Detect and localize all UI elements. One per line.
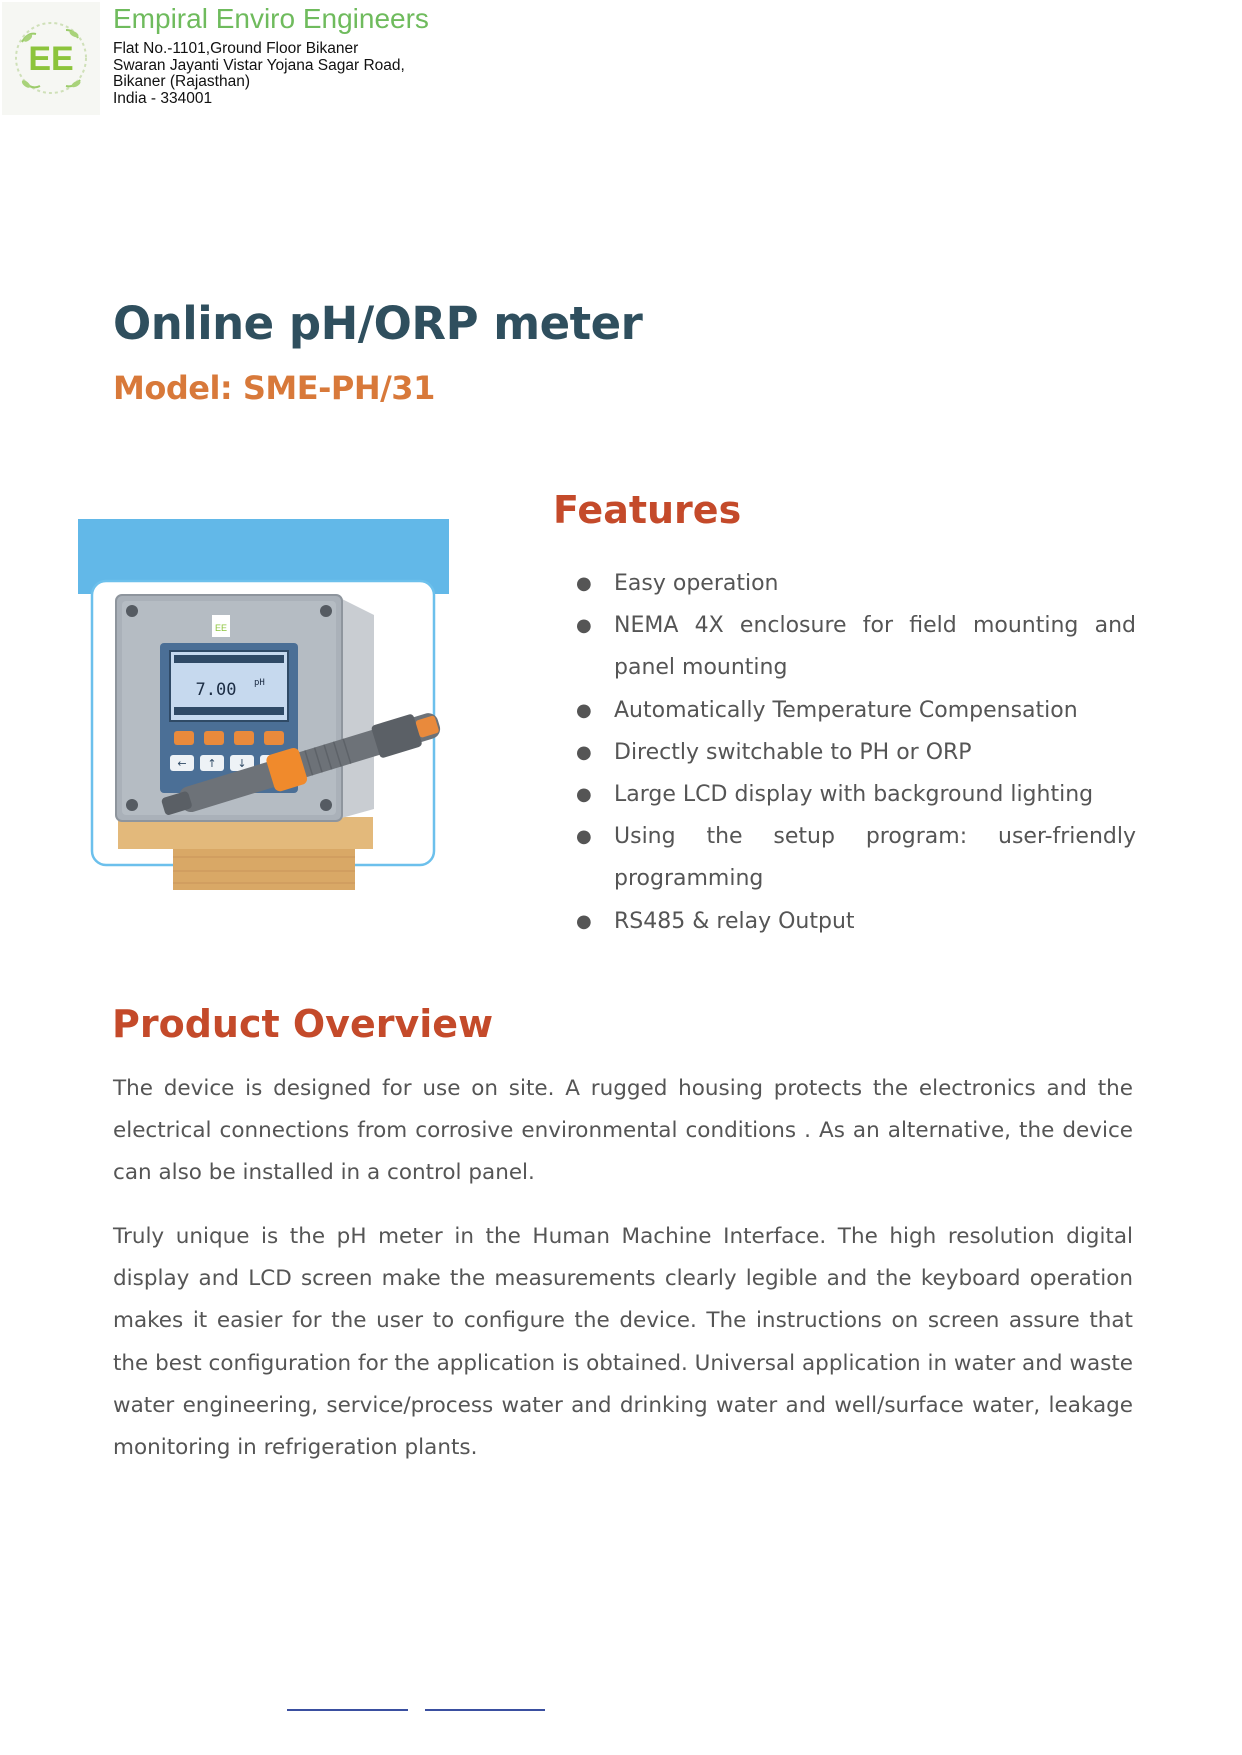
overview-paragraph: The device is designed for use on site. A rugged housing protects the electronics and the electrical connections from corrosive environmental conditions . As an alternative, the device can also be installed in a control panel. (113, 1076, 1133, 1186)
address-line: Bikaner (Rajasthan) (113, 73, 250, 91)
address-line: India - 334001 (113, 90, 213, 108)
feature-item: ● NEMA 4X enclosure for field mounting and panel mounting (576, 605, 1136, 689)
bullet-icon: ● (576, 699, 592, 721)
bullet-icon: ● (576, 573, 592, 594)
product-model: Model: SME-PH/31 (113, 369, 435, 407)
bullet-icon: ● (576, 910, 592, 932)
bullet-icon: ● (576, 741, 592, 763)
lcd-unit: pH (254, 678, 265, 688)
svg-text:↓: ↓ (237, 757, 247, 770)
address-line: Swaran Jayanti Vistar Yojana Sagar Road, (113, 56, 405, 74)
product-title: Online pH/ORP meter (113, 297, 643, 350)
svg-text:EE: EE (214, 623, 228, 633)
product-image (78, 519, 449, 890)
address-line: Flat No.-1101,Ground Floor Bikaner (113, 40, 359, 57)
feature-item: ● RS485 & relay Output (576, 901, 1136, 943)
svg-text:↑: ↑ (207, 757, 217, 770)
company-address (113, 41, 405, 108)
footer-divider (287, 1709, 408, 1711)
lcd-reading: 7.00 (195, 680, 237, 700)
bullet-icon: ● (576, 615, 592, 637)
features-heading: Features (553, 488, 742, 532)
footer-divider (425, 1709, 545, 1711)
feature-item: ● Large LCD display with background lighting (576, 774, 1136, 816)
feature-item: ● Directly switchable to PH or ORP (576, 732, 1136, 774)
feature-item: ● Using the setup program: user-friendly programming (576, 816, 1136, 900)
svg-text:←: ← (177, 757, 187, 770)
features-list (576, 563, 1136, 943)
company-name: Empiral Enviro Engineers (113, 3, 429, 34)
company-logo (2, 2, 100, 115)
bullet-icon: ● (576, 826, 592, 848)
logo-text: EE (28, 40, 74, 78)
overview-heading: Product Overview (112, 1002, 494, 1046)
bullet-icon: ● (576, 784, 592, 806)
overview-paragraph: Truly unique is the pH meter in the Human Machine Interface. The high resolution digital display and LCD screen make the measurements clearly legible and the keyboard operation makes it easier for the user to configure the device. The instructions on screen assure that the best configuration for the application is obtained. Universal application in water and waste water engineering, service/process water and drinking water and well/surface water, leakage monitoring in refrigeration plants. (113, 1224, 1133, 1461)
feature-item: ● Easy operation (576, 563, 1136, 605)
feature-item: ● Automatically Temperature Compensation (576, 690, 1136, 732)
